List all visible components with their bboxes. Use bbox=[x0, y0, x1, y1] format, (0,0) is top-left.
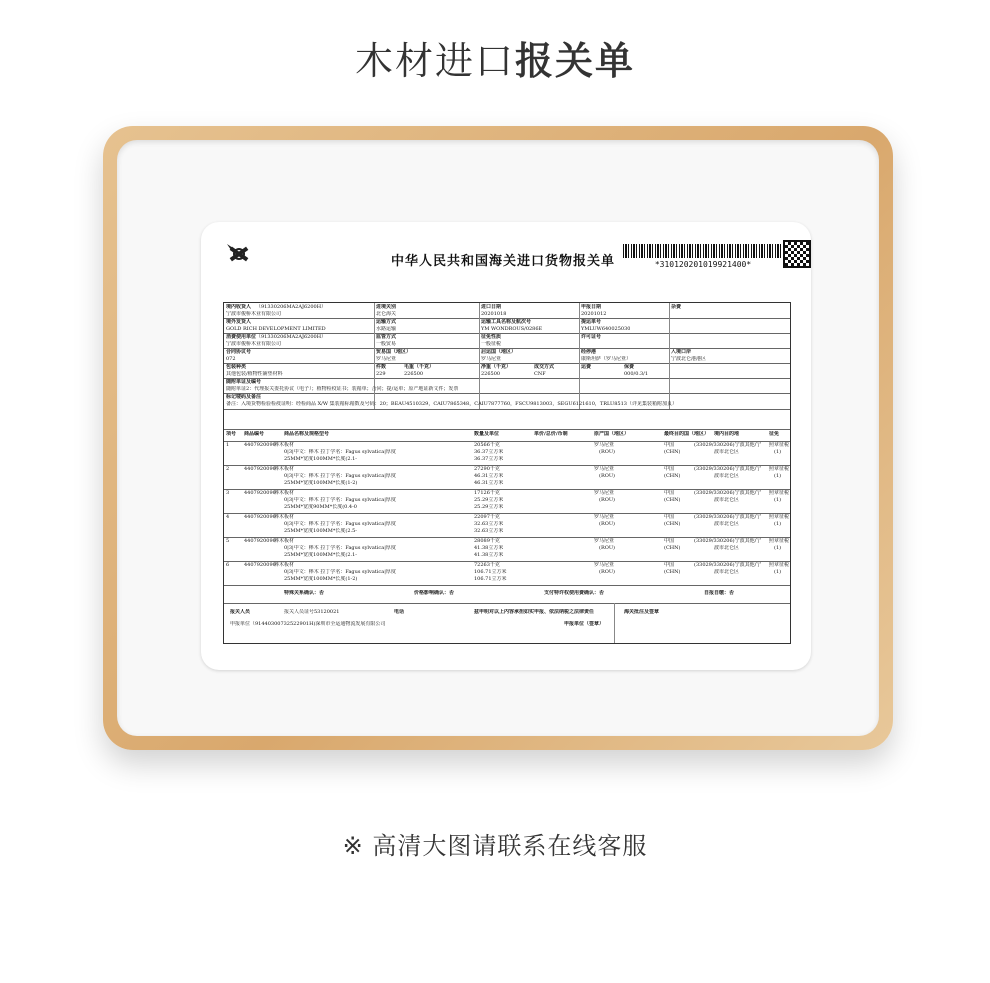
pieces-label: 件数 bbox=[376, 364, 387, 370]
goods-cell-origin: 罗马尼亚 bbox=[594, 442, 615, 448]
gross: 226500 bbox=[404, 371, 424, 377]
goods-cell-dest2: (CHN) bbox=[664, 545, 681, 551]
page-heading bbox=[0, 30, 990, 85]
consumer-code: （91330206MA2AJ6200H） bbox=[256, 334, 327, 340]
goods-cell-origin2: (ROU) bbox=[599, 473, 615, 479]
insurance: 000/0.3/1 bbox=[624, 371, 649, 377]
goods-cell-qty2: 46.31立方米 bbox=[474, 473, 504, 479]
goods-cell-spec: 0|3|中文：榉木 拉丁学名：Fagus sylvatica|厚度 bbox=[284, 473, 396, 479]
goods-cell-name: 榉木板材 bbox=[274, 490, 295, 496]
declaring-unit: 申报单位（91440300732522901H)深圳市全运通物流发展有限公司 bbox=[230, 621, 386, 627]
goods-header-cell: 商品编号 bbox=[244, 431, 265, 437]
goods-cell-qty2: 32.63立方米 bbox=[474, 521, 504, 527]
declarant-label: 报关人员 bbox=[230, 609, 251, 615]
goods-cell-spec: 0|3|中文：榉木 拉丁学名：Fagus sylvatica|厚度 bbox=[284, 449, 396, 455]
vessel-label: 运输工具名称及航次号 bbox=[481, 319, 532, 325]
goods-cell-code: 4407920090 bbox=[244, 490, 276, 496]
port-transit: 康斯坦萨（罗马尼亚） bbox=[581, 356, 632, 362]
goods-cell-qty3: 32.63立方米 bbox=[474, 528, 504, 534]
price-effect: 价格影响确认：否 bbox=[414, 590, 455, 596]
goods-cell-place: (33029/330206)宁波其他/宁 bbox=[694, 442, 762, 448]
goods-cell-name: 榉木板材 bbox=[274, 442, 295, 448]
supervision: 一般贸易 bbox=[376, 341, 397, 347]
port-transit-label: 经停港 bbox=[581, 349, 597, 355]
insurance-label: 保费 bbox=[624, 364, 635, 370]
goods-cell-code: 4407920090 bbox=[244, 514, 276, 520]
goods-cell-dest2: (CHN) bbox=[664, 569, 681, 575]
barcode bbox=[623, 244, 783, 258]
goods-cell-qty3: 41.38立方米 bbox=[474, 552, 504, 558]
goods-cell-no: 4 bbox=[226, 514, 230, 520]
goods-cell-name: 榉木板材 bbox=[274, 466, 295, 472]
goods-cell-dest2: (CHN) bbox=[664, 473, 681, 479]
heading-bold: 报关单 bbox=[515, 39, 636, 83]
origin-country-label: 启运国（地区） bbox=[481, 349, 517, 355]
goods-cell-spec2: 25MM*宽度100MM*长度(1-2) bbox=[284, 576, 358, 582]
goods-cell-tax2: (1) bbox=[774, 521, 782, 527]
customs-remark: 海关批注及签章 bbox=[624, 609, 660, 615]
goods-cell-spec2: 25MM*宽度100MM*长度(1-2) bbox=[284, 480, 358, 486]
goods-row bbox=[224, 537, 790, 561]
goods-header-cell: 商品名称及规格型号 bbox=[284, 431, 330, 437]
goods-cell-spec2: 25MM*宽度90MM*长度(0.4-0 bbox=[284, 504, 357, 510]
goods-cell-spec: 0|3|中文：榉木 拉丁学名：Fagus sylvatica|厚度 bbox=[284, 545, 396, 551]
contract: 072 bbox=[226, 356, 236, 362]
overseas-shipper-label: 境外发货人 bbox=[226, 319, 252, 325]
goods-cell-code: 4407920090 bbox=[244, 538, 276, 544]
contact-service-note: ※ 高清大图请联系在线客服 bbox=[342, 832, 648, 860]
goods-cell-qty: 20566千克 bbox=[474, 442, 500, 448]
goods-cell-place: (33029/330206)宁波其他/宁 bbox=[694, 490, 762, 496]
self-report: 自报自缴：否 bbox=[704, 590, 735, 596]
goods-cell-place2: 波市北仑区 bbox=[714, 473, 740, 479]
goods-cell-qty3: 25.29立方米 bbox=[474, 504, 504, 510]
goods-cell-dest2: (CHN) bbox=[664, 449, 681, 455]
goods-cell-spec: 0|3|中文：榉木 拉丁学名：Fagus sylvatica|厚度 bbox=[284, 497, 396, 503]
barcode-number: *310120201019921400* bbox=[654, 260, 752, 269]
customs-emblem-icon bbox=[223, 240, 255, 268]
goods-cell-place2: 波市北仑区 bbox=[714, 449, 740, 455]
deal: CNF bbox=[534, 371, 546, 377]
document-content bbox=[213, 232, 799, 664]
goods-cell-origin2: (ROU) bbox=[599, 545, 615, 551]
goods-cell-qty: 22097千克 bbox=[474, 514, 500, 520]
goods-cell-place: (33029/330206)宁波其他/宁 bbox=[694, 562, 762, 568]
goods-header-cell: 境内目的地 bbox=[714, 431, 740, 437]
marks: 备注：入境货物检验检疫证明：经检商品 X/W 集装箱标箱数及号码：20；BEAU4510329，CAIU7865348，CAIU7877760，FSCU9813003，SEGU6121610，TRLU8513（详见集装箱附加页） bbox=[226, 401, 677, 407]
goods-cell-tax2: (1) bbox=[774, 473, 782, 479]
net-label: 净重（千克） bbox=[481, 364, 512, 370]
goods-cell-spec2: 25MM*宽度100MM*长度(2.5- bbox=[284, 528, 357, 534]
deal-label: 成交方式 bbox=[534, 364, 555, 370]
goods-cell-qty2: 36.37立方米 bbox=[474, 449, 504, 455]
docs: 随附单证2：代理报关委托协议（电子）；植物检疫证书；装箱单；合同；提/运单；原产地证新文件；发票 bbox=[226, 386, 459, 392]
goods-cell-dest: 中国 bbox=[664, 466, 675, 472]
declare-date: 20201012 bbox=[581, 311, 607, 317]
goods-cell-no: 6 bbox=[226, 562, 230, 568]
declaration-document bbox=[201, 222, 811, 670]
goods-cell-origin: 罗马尼亚 bbox=[594, 490, 615, 496]
goods-cell-place2: 波市北仑区 bbox=[714, 569, 740, 575]
goods-cell-name: 榉木板材 bbox=[274, 514, 295, 520]
goods-cell-place: (33029/330206)宁波其他/宁 bbox=[694, 538, 762, 544]
goods-cell-no: 2 bbox=[226, 466, 230, 472]
royalty: 支付特许权使用费确认：否 bbox=[544, 590, 605, 596]
qr-code-icon bbox=[783, 240, 811, 268]
goods-cell-tax2: (1) bbox=[774, 497, 782, 503]
goods-cell-no: 5 bbox=[226, 538, 230, 544]
goods-cell-origin2: (ROU) bbox=[599, 569, 615, 575]
consignee-code: （91330206MA2AJ6200H） bbox=[256, 304, 327, 310]
goods-cell-tax: 照章征税 bbox=[769, 538, 790, 544]
declaring-unit-sign: 申报单位（签章） bbox=[564, 621, 605, 627]
transport: 水路运输 bbox=[376, 326, 397, 332]
goods-cell-spec2: 25MM*宽度100MM*长度(2.1- bbox=[284, 456, 357, 462]
goods-cell-qty: 17126千克 bbox=[474, 490, 500, 496]
goods-cell-qty2: 25.29立方米 bbox=[474, 497, 504, 503]
goods-cell-dest: 中国 bbox=[664, 562, 675, 568]
goods-row bbox=[224, 465, 790, 489]
license-label: 许可证号 bbox=[581, 334, 602, 340]
goods-cell-spec2: 25MM*宽度100MM*长度(2.1- bbox=[284, 552, 357, 558]
goods-row bbox=[224, 513, 790, 537]
goods-header-cell: 原产国（地区） bbox=[594, 431, 630, 437]
tax-label: 征免性质 bbox=[481, 334, 502, 340]
pieces: 229 bbox=[376, 371, 386, 377]
goods-cell-dest: 中国 bbox=[664, 514, 675, 520]
goods-cell-tax: 照章征税 bbox=[769, 466, 790, 472]
phone-label: 电话 bbox=[394, 609, 405, 615]
goods-cell-origin: 罗马尼亚 bbox=[594, 514, 615, 520]
goods-cell-spec: 0|3|中文：榉木 拉丁学名：Fagus sylvatica|厚度 bbox=[284, 521, 396, 527]
goods-cell-place: (33029/330206)宁波其他/宁 bbox=[694, 466, 762, 472]
goods-cell-dest2: (CHN) bbox=[664, 521, 681, 527]
transport-label: 运输方式 bbox=[376, 319, 397, 325]
goods-cell-qty2: 106.71立方米 bbox=[474, 569, 507, 575]
net: 226500 bbox=[481, 371, 501, 377]
goods-cell-origin: 罗马尼亚 bbox=[594, 466, 615, 472]
frame-mat bbox=[117, 140, 879, 736]
goods-cell-tax: 照章征税 bbox=[769, 490, 790, 496]
goods-cell-no: 3 bbox=[226, 490, 230, 496]
package: 其他包装/植物性铺垫材料 bbox=[226, 371, 283, 377]
docs-label: 随附单证及编号 bbox=[226, 379, 262, 385]
statement: 兹申明对以上内容承担如实申报、依法纳税之法律责任 bbox=[474, 609, 595, 615]
goods-cell-origin2: (ROU) bbox=[599, 449, 615, 455]
goods-cell-origin: 罗马尼亚 bbox=[594, 538, 615, 544]
trade-country: 罗马尼亚 bbox=[376, 356, 397, 362]
document-title: 中华人民共和国海关进口货物报关单 bbox=[391, 254, 616, 269]
goods-cell-tax: 照章征税 bbox=[769, 562, 790, 568]
goods-cell-qty3: 46.31立方米 bbox=[474, 480, 504, 486]
vessel: YM WONDROUS/0286E bbox=[481, 326, 543, 332]
consumer-label: 消费使用单位 bbox=[226, 334, 257, 340]
goods-cell-place2: 波市北仑区 bbox=[714, 521, 740, 527]
bill-label: 提运单号 bbox=[581, 319, 602, 325]
goods-cell-tax: 照章征税 bbox=[769, 442, 790, 448]
goods-cell-origin2: (ROU) bbox=[599, 497, 615, 503]
goods-cell-qty3: 106.71立方米 bbox=[474, 576, 507, 582]
tax: 一般征税 bbox=[481, 341, 502, 347]
goods-cell-qty3: 36.37立方米 bbox=[474, 456, 504, 462]
import-date-label: 进口日期 bbox=[481, 304, 502, 310]
entry-port-label: 进境关别 bbox=[376, 304, 397, 310]
entry-place-label: 入境口岸 bbox=[671, 349, 692, 355]
goods-cell-no: 1 bbox=[226, 442, 230, 448]
goods-cell-dest: 中国 bbox=[664, 490, 675, 496]
goods-cell-qty: 72263千克 bbox=[474, 562, 500, 568]
package-label: 包装种类 bbox=[226, 364, 247, 370]
import-date: 20201018 bbox=[481, 311, 507, 317]
goods-cell-tax2: (1) bbox=[774, 569, 782, 575]
goods-header-cell: 最终目的国（地区） bbox=[664, 431, 710, 437]
declarant-cert: 报关人员证号53120021 bbox=[284, 609, 340, 615]
origin-country: 罗马尼亚 bbox=[481, 356, 502, 362]
goods-cell-name: 榉木板材 bbox=[274, 562, 295, 568]
marks-label: 标记唛码及备注 bbox=[226, 394, 262, 400]
goods-header-cell: 数量及单位 bbox=[474, 431, 500, 437]
goods-cell-place2: 波市北仑区 bbox=[714, 497, 740, 503]
overseas-shipper: GOLD RICH DEVELOPMENT LIMITED bbox=[226, 326, 326, 332]
goods-cell-spec: 0|3|中文：榉木 拉丁学名：Fagus sylvatica|厚度 bbox=[284, 569, 396, 575]
goods-cell-tax2: (1) bbox=[774, 545, 782, 551]
entry-place: 宁波北仑港港区 bbox=[671, 356, 707, 362]
goods-cell-origin: 罗马尼亚 bbox=[594, 562, 615, 568]
goods-header-cell: 单价/总价/币制 bbox=[534, 431, 568, 437]
goods-row bbox=[224, 561, 790, 585]
goods-cell-origin2: (ROU) bbox=[599, 521, 615, 527]
goods-cell-code: 4407920090 bbox=[244, 442, 276, 448]
goods-cell-dest: 中国 bbox=[664, 538, 675, 544]
goods-cell-qty2: 41.38立方米 bbox=[474, 545, 504, 551]
goods-cell-place: (33029/330206)宁波其他/宁 bbox=[694, 514, 762, 520]
goods-cell-qty: 27290千克 bbox=[474, 466, 500, 472]
goods-cell-dest: 中国 bbox=[664, 442, 675, 448]
goods-header-cell: 项号 bbox=[226, 431, 237, 437]
supervision-label: 监管方式 bbox=[376, 334, 397, 340]
declaration-grid bbox=[223, 302, 791, 644]
goods-cell-qty: 28089千克 bbox=[474, 538, 500, 544]
goods-header-cell: 征免 bbox=[769, 431, 780, 437]
goods-cell-name: 榉木板材 bbox=[274, 538, 295, 544]
freight-label: 运费 bbox=[581, 364, 592, 370]
goods-cell-place2: 波市北仑区 bbox=[714, 545, 740, 551]
consignee-label: 境内收货人 bbox=[226, 304, 252, 310]
gross-label: 毛重（千克） bbox=[404, 364, 435, 370]
goods-cell-code: 4407920090 bbox=[244, 562, 276, 568]
goods-row bbox=[224, 489, 790, 513]
heading-normal: 木材进口 bbox=[354, 39, 515, 83]
goods-cell-tax2: (1) bbox=[774, 449, 782, 455]
goods-cell-dest2: (CHN) bbox=[664, 497, 681, 503]
special-relation: 特殊关系确认：否 bbox=[284, 590, 325, 596]
misc-label: 杂费 bbox=[671, 304, 682, 310]
goods-cell-code: 4407920090 bbox=[244, 466, 276, 472]
wooden-frame bbox=[103, 126, 893, 750]
bill: YMLUW640025030 bbox=[581, 326, 631, 332]
consumer-name: 宁波市俊桥木业有限公司 bbox=[226, 341, 282, 347]
entry-port: 北仑海关 bbox=[376, 311, 397, 317]
trade-country-label: 贸易国（地区） bbox=[376, 349, 412, 355]
contract-label: 合同协议号 bbox=[226, 349, 252, 355]
consignee-name: 宁波市俊桥木业有限公司 bbox=[226, 311, 282, 317]
goods-row bbox=[224, 441, 790, 465]
declare-date-label: 申报日期 bbox=[581, 304, 602, 310]
goods-cell-tax: 照章征税 bbox=[769, 514, 790, 520]
